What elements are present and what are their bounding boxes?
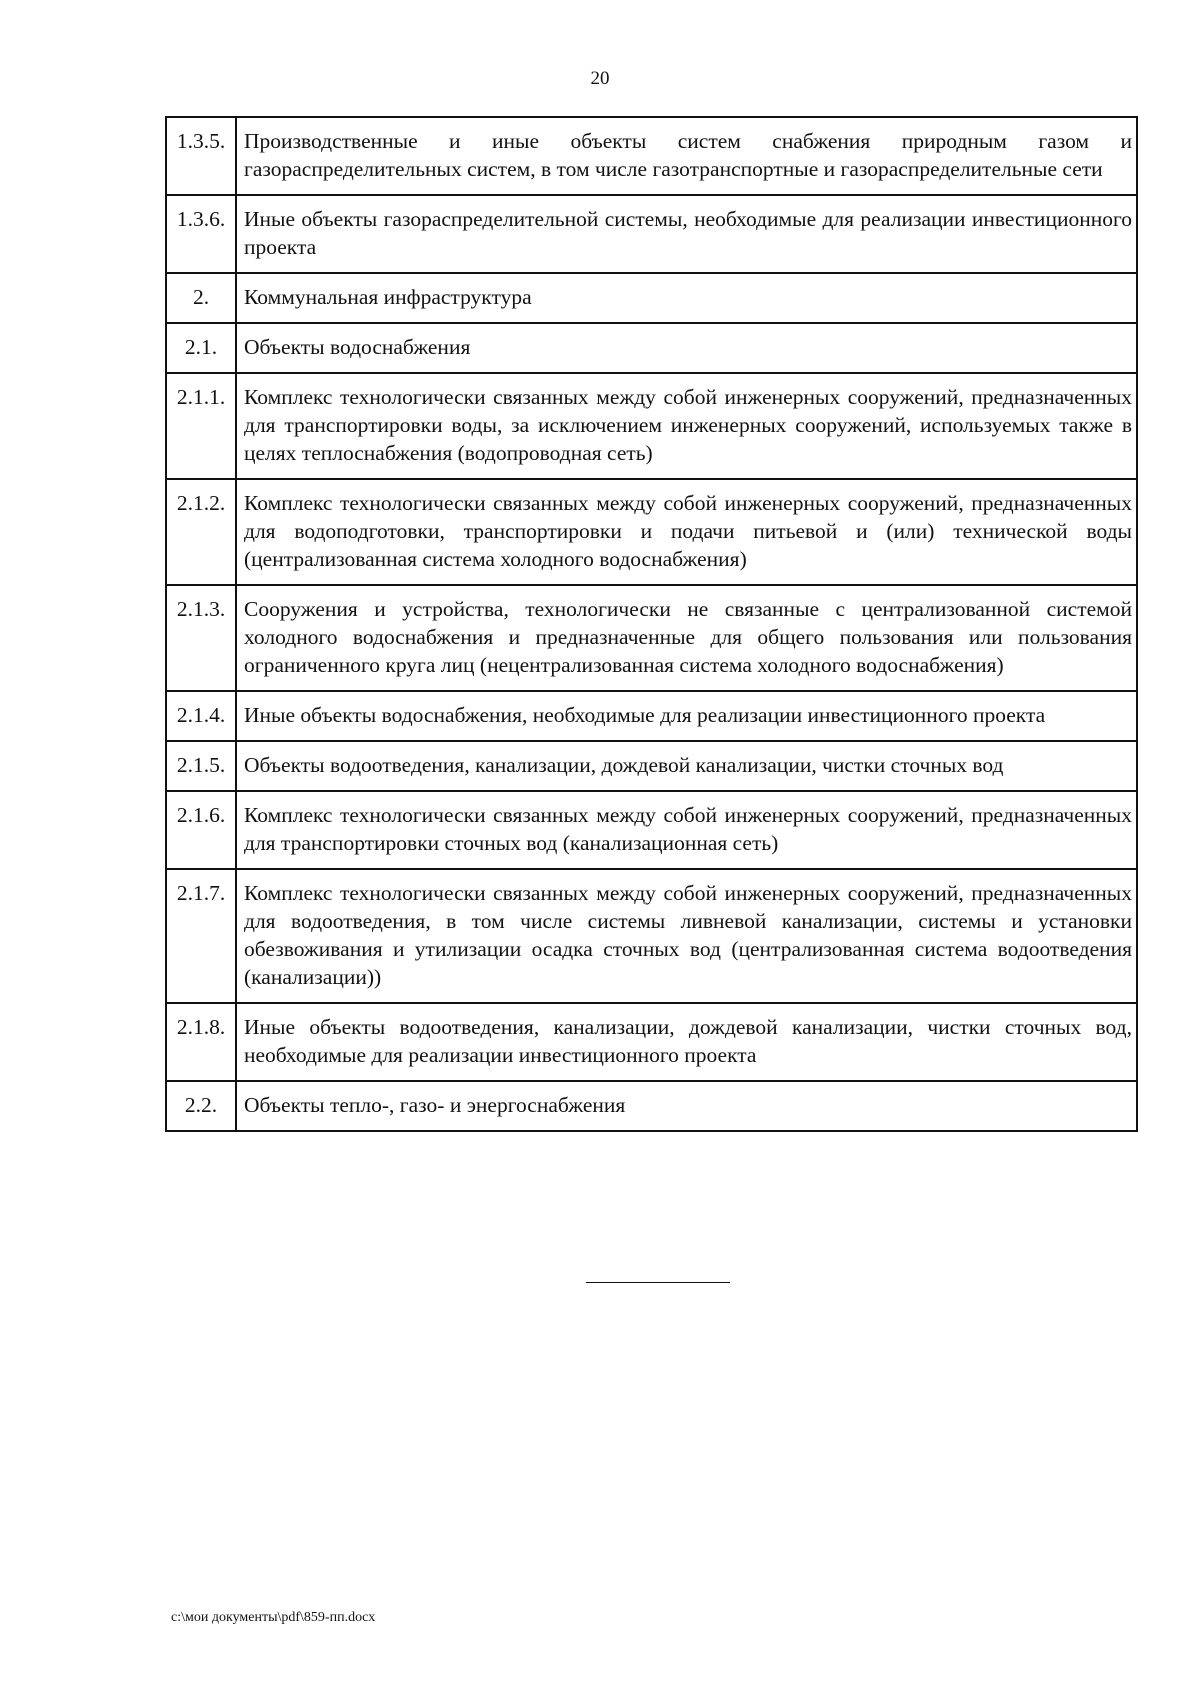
row-text: Иные объекты водоснабжения, необходимые для реализации инвестиционного проекта xyxy=(236,691,1137,741)
table-row xyxy=(166,691,1137,741)
table-row xyxy=(166,373,1137,479)
table-row xyxy=(166,869,1137,1003)
row-number: 2.1.7. xyxy=(166,869,236,1003)
table-row xyxy=(166,585,1137,691)
row-number: 1.3.5. xyxy=(166,117,236,195)
row-number: 2.1.4. xyxy=(166,691,236,741)
row-number: 2.1.2. xyxy=(166,479,236,585)
table-row xyxy=(166,195,1137,273)
row-text: Комплекс технологически связанных между собой инженерных сооружений, предназначенных для водоподготовки, транспортировки и подачи питьевой и (или) технической воды (централизованная система холодного водоснабжения) xyxy=(236,479,1137,585)
row-text: Объекты водоснабжения xyxy=(236,323,1137,373)
table-row xyxy=(166,273,1137,323)
table-row xyxy=(166,117,1137,195)
row-text: Коммунальная инфраструктура xyxy=(236,273,1137,323)
table-row xyxy=(166,791,1137,869)
table-row xyxy=(166,1003,1137,1081)
table-row xyxy=(166,1081,1137,1131)
row-number: 2.1.8. xyxy=(166,1003,236,1081)
row-number: 2.1.1. xyxy=(166,373,236,479)
row-number: 1.3.6. xyxy=(166,195,236,273)
row-number: 2.1.3. xyxy=(166,585,236,691)
row-text: Сооружения и устройства, технологически не связанные с централизованной системой холодного водоснабжения и предназначенные для общего пользования или пользования ограниченного круга лиц (нецентрализованная система холодного водоснабжения) xyxy=(236,585,1137,691)
row-number: 2. xyxy=(166,273,236,323)
end-separator-line xyxy=(586,1282,730,1283)
row-text: Комплекс технологически связанных между собой инженерных сооружений, предназначенных для транспортировки сточных вод (канализационная сеть) xyxy=(236,791,1137,869)
row-text: Комплекс технологически связанных между собой инженерных сооружений, предназначенных для транспортировки воды, за исключением инженерных сооружений, используемых также в целях теплоснабжения (водопроводная сеть) xyxy=(236,373,1137,479)
row-number: 2.1.5. xyxy=(166,741,236,791)
row-number: 2.1.6. xyxy=(166,791,236,869)
row-number: 2.2. xyxy=(166,1081,236,1131)
row-text: Производственные и иные объекты систем снабжения природным газом и газораспределительных систем, в том числе газотранспортные и газораспределительные сети xyxy=(236,117,1137,195)
content-table xyxy=(165,116,1138,1132)
row-text: Объекты водоотведения, канализации, дождевой канализации, чистки сточных вод xyxy=(236,741,1137,791)
page-number: 20 xyxy=(590,68,610,89)
table-row xyxy=(166,741,1137,791)
row-text: Объекты тепло-, газо- и энергоснабжения xyxy=(236,1081,1137,1131)
row-text: Иные объекты водоотведения, канализации, дождевой канализации, чистки сточных вод, необходимые для реализации инвестиционного проекта xyxy=(236,1003,1137,1081)
table-row xyxy=(166,479,1137,585)
table-row xyxy=(166,323,1137,373)
row-text: Комплекс технологически связанных между собой инженерных сооружений, предназначенных для водоотведения, в том числе системы ливневой канализации, системы и установки обезвоживания и утилизации осадка сточных вод (централизованная система водоотведения (канализации)) xyxy=(236,869,1137,1003)
footer-file-path: c:\мои документы\pdf\859-пп.docx xyxy=(171,1610,376,1625)
row-text: Иные объекты газораспределительной системы, необходимые для реализации инвестиционного проекта xyxy=(236,195,1137,273)
row-number: 2.1. xyxy=(166,323,236,373)
